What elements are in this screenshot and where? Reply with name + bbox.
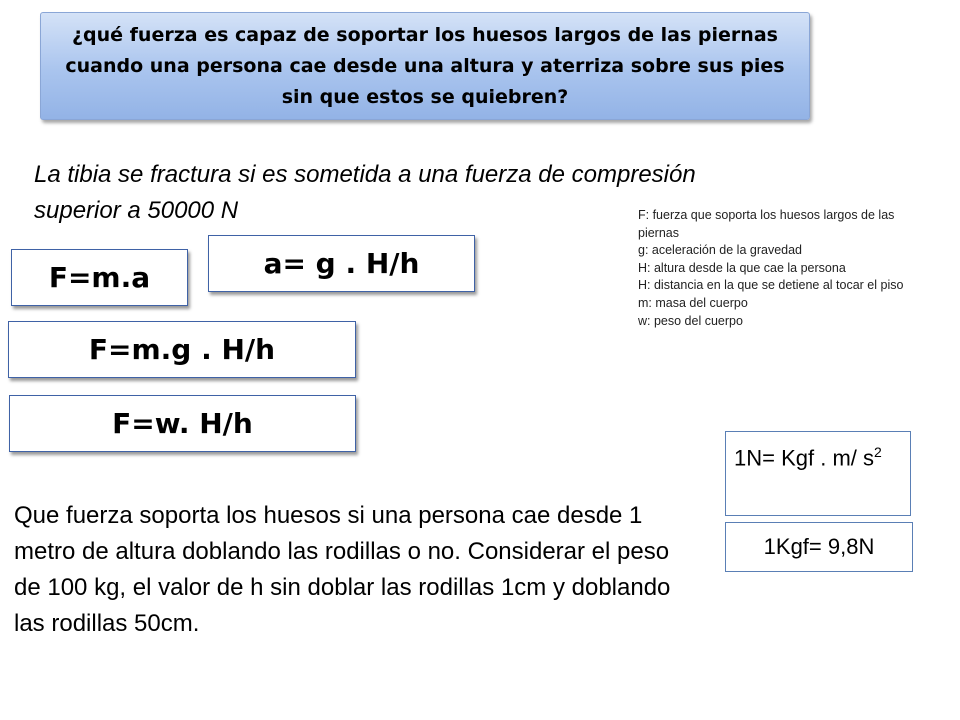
question-title-box [40,12,810,120]
formula-force-weight-box [9,395,356,452]
legend-item: g: aceleración de la gravedad [638,243,803,258]
formula-acceleration-box [208,235,475,292]
legend-item: w: peso del cuerpo [638,313,743,328]
tibia-statement: La tibia se fractura si es sometida a una fuerza de compresión superior a 50000 N [34,161,696,224]
legend-item: m: masa del cuerpo [638,295,748,310]
legend-item: F: fuerza que soporta los huesos largos de las piernas [638,208,895,240]
variable-legend [638,207,928,330]
formula-newton-box [11,249,188,306]
legend-item: H: distancia en la que se detiene al tocar el piso [638,278,904,293]
kgf-definition-box [725,522,913,572]
formula-force-mass-box [8,321,356,378]
formula-force-weight: F=w. H/h [112,407,253,440]
newton-exponent: 2 [874,444,882,460]
formula-acceleration: a= g . H/h [263,247,420,280]
problem-statement: Que fuerza soporta los huesos si una persona cae desde 1 metro de altura doblando las rodillas o no. Considerar el peso de 100 kg, el valor de h sin doblar las rodillas 1cm y doblando las rodillas 50cm. [14,502,671,637]
kgf-definition: 1Kgf= 9,8N [763,534,875,559]
newton-definition-box [725,431,911,516]
formula-force-mass: F=m.g . H/h [88,333,276,366]
legend-item: H: altura desde la que cae la persona [638,260,846,275]
formula-newton: F=m.a [48,261,151,294]
newton-definition: 1N= Kgf . m/ s [734,445,874,471]
question-title: ¿qué fuerza es capaz de soportar los huesos largos de las piernas cuando una persona cae desde una altura y aterriza sobre sus pies sin que estos se quiebren? [65,23,785,108]
